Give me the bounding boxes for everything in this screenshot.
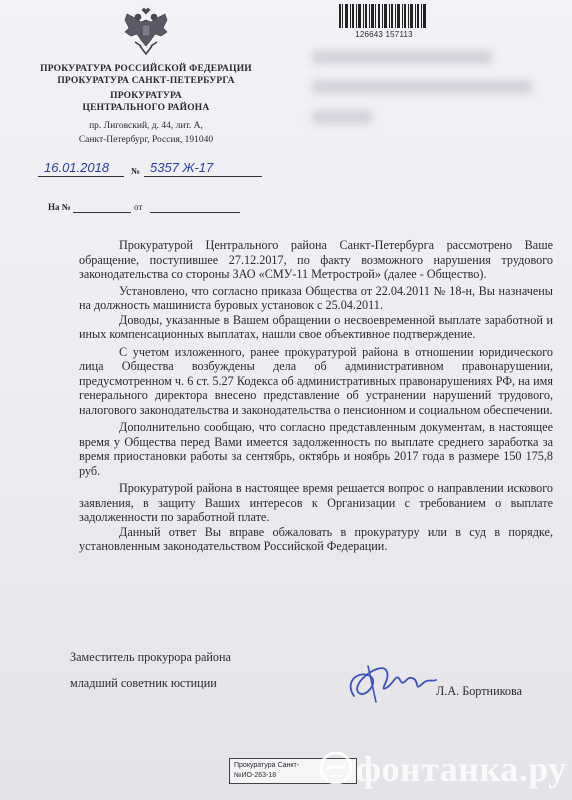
barcode-number: 126643 157113 (355, 30, 413, 39)
org-name-line2: ПРОКУРАТУРА САНКТ-ПЕТЕРБУРГА (57, 76, 235, 86)
dept-name-line2: ЦЕНТРАЛЬНОГО РАЙОНА (82, 103, 210, 113)
paragraph-4: С учетом изложенного, ранее прокуратурой района в отношении юридического лица Общества возбуждены дела об административном правонарушении, предусмотренном ч. 6 ст. 5.27 Кодекса об административных правонарушениях РФ, на имя генерального директора внесено представление об устранении нарушений трудового, налогового законодательства и законодательства о пенсионном и социальном обеспечении. (79, 344, 553, 417)
paragraph-3: Доводы, указанные в Вашем обращении о несвоевременной выплате заработной и иных компенсационных выплатах, нашли свое объективное подтверждение. (79, 312, 553, 341)
number-underline (144, 176, 262, 177)
signer-name: Л.А. Бортникова (436, 684, 523, 698)
watermark-text: фонтанка.ру (356, 749, 567, 789)
redacted-recipient-line3 (312, 110, 372, 124)
registration-number: 5357 Ж-17 (150, 160, 214, 175)
handwritten-signature (340, 652, 440, 712)
barcode (339, 4, 427, 28)
address-line2: Санкт-Петербург, Россия, 191040 (78, 135, 214, 145)
paragraph-2: Установлено, что согласно приказа Общества от 22.04.2011 № 18-н, Вы назначены на должность машиниста буровых установок с 25.04.2011. (79, 283, 553, 312)
address-line1: пр. Лиговский, д. 44, лит. А, (89, 121, 203, 131)
date-underline (38, 176, 124, 177)
signer-position: Заместитель прокурора района (70, 650, 231, 664)
reference-label: На № (48, 202, 71, 212)
reference-underline (73, 212, 131, 213)
stamp-line1: Прокуратура Санкт- (234, 762, 300, 769)
redacted-recipient-line1 (312, 50, 492, 64)
paragraph-1: Прокуратурой Центрального района Санкт-Петербурга рассмотрено Ваше обращение, поступившее 27.12.2017, по факту возможного нарушения трудового законодательства со стороны ЗАО «СМУ-11 Метрострой» (далее - Общество). (79, 238, 553, 281)
paragraph-7: Данный ответ Вы вправе обжаловать в прокуратуру или в суд в порядке, установленным законодательством Российской Федерации. (79, 524, 553, 553)
stamp-line2: №ИО-263-18 (234, 772, 277, 779)
registration-date: 16.01.2018 (44, 160, 110, 175)
body-text (79, 238, 553, 554)
paragraph-6: Прокуратурой района в настоящее время решается вопрос о направлении искового заявления, в защиту Ваших интересов к Организации с требованием о выплате задолженности по заработной плате. (79, 481, 553, 524)
signer-rank: младший советник юстиции (70, 676, 217, 690)
paragraph-5: Дополнительно сообщаю, что согласно представленным документам, в настоящее время у Общества перед Вами имеется задолженность по выплате среднего заработка за время приостановки работы за сентябрь, октябрь и ноябрь 2017 года в размере 150 175,8 руб. (79, 420, 553, 478)
number-sign: № (131, 166, 141, 176)
russian-double-headed-eagle-emblem (121, 6, 171, 58)
reference-from-label: от (134, 202, 143, 212)
reference-date-underline (150, 212, 240, 213)
redacted-recipient-line2 (312, 80, 532, 94)
dept-name-line1: ПРОКУРАТУРА (110, 91, 182, 101)
org-name-line1: ПРОКУРАТУРА РОССИЙСКОЙ ФЕДЕРАЦИИ (40, 64, 252, 74)
